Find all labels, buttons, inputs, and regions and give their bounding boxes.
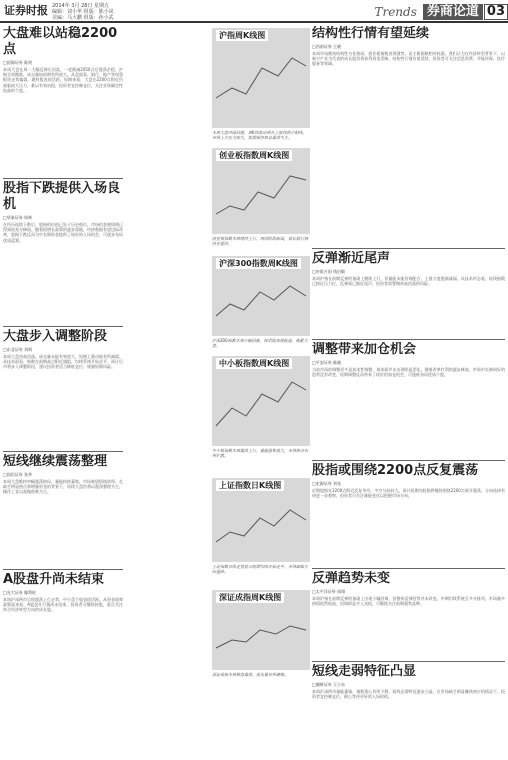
article (3, 26, 123, 176)
section-title-en: Trends (374, 5, 417, 19)
chart-title: 沪深300指数周K线图 (216, 258, 301, 269)
chart-figure (212, 356, 310, 446)
article-title: 调整带来加仓机会 (312, 342, 417, 357)
meta-line: 编辑：刘小华 组版：陈小凤 (52, 9, 114, 15)
article (3, 181, 123, 324)
article (312, 571, 505, 659)
article (3, 329, 123, 449)
article-title: 反弹渐近尾声 (312, 251, 391, 266)
chart-title: 创业板指数周K线图 (216, 150, 292, 161)
article-body: 近期股指在2200点附近反复争夺，多空分歧较大。预计短期内股指将继续围绕2200点展开震荡，方向选择有待进一步观察，投资者可关注量能变化以把握市场方向。 (312, 488, 505, 499)
divider (3, 451, 123, 452)
divider (312, 339, 505, 340)
chart-graphic (212, 28, 310, 128)
chart-graphic (212, 356, 310, 446)
article-byline: □华泰证券 周林 (3, 215, 33, 220)
article-body: 本周大盘冲高回落，成交量未能有效放大，短期上涨动能有所减弱。从技术面看，指数在前期高点附近遇阻，均线系统开始走平，预计后市将步入调整阶段，建议投资者适当降低仓位，规避短期风险。 (3, 354, 123, 370)
article (312, 664, 505, 760)
article-body: 本周大盘维持窄幅震荡格局，量能持续萎缩，市场观望情绪浓厚。在缺乏明显热点和增量资金的背景下，短线大盘仍将以震荡整理为主，操作上宜以高抛低吸为主。 (3, 479, 123, 495)
chart-title: 中小板指数周K线图 (216, 358, 292, 369)
article (312, 251, 505, 337)
article-byline: □申银万国 钱启敏 (312, 269, 346, 274)
divider (3, 178, 123, 179)
article-title: 大盘难以站稳2200点 (3, 26, 118, 57)
chart-title: 上证指数日K线图 (216, 480, 284, 491)
divider (312, 661, 505, 662)
article-byline: □宏源证券 刘亮 (312, 481, 342, 486)
article-title: 股指或围绕2200点反复震荡 (312, 463, 479, 478)
article (312, 26, 505, 246)
article-byline: □太平洋证券 周翔 (312, 589, 346, 594)
article (312, 463, 505, 566)
article-byline: □光大证券 滕利柱 (3, 590, 37, 595)
chart-caption: 上证指数日线走势显示短期均线开始走平，市场面临方向选择。 (212, 564, 308, 574)
article-body: 本周市场维持结构性分化格局，创业板指数表现强势，而主板指数相对较弱。我们认为在经济转型背景下，以新兴产业为代表的成长股仍将获得资金青睐，结构性行情有望延续，投资者可关注信息消费、节能环保、医疗服务等领域。 (312, 51, 505, 67)
column-right (312, 26, 505, 760)
article-title: 结构性行情有望延续 (312, 26, 430, 41)
chart-figure (212, 148, 310, 234)
article (3, 572, 123, 698)
meta-line: 2014年 3月 28日 星期五 (52, 3, 110, 9)
paper-name: 证券时报 (4, 4, 48, 17)
chart-title: 深证成指周K线图 (216, 592, 284, 603)
divider (312, 568, 505, 569)
chart-figure (212, 28, 310, 128)
divider (3, 326, 123, 327)
article-title: 大盘步入调整阶段 (3, 329, 108, 344)
chart-caption: 沪深300指数本周小幅回落，权重股表现低迷，拖累大盘。 (212, 338, 308, 348)
chart-caption: 本周大盘冲高回落，周K线收出带长上影线的小阳线，市场上方压力较大，短期或仍将以震荡为主。 (212, 130, 307, 140)
article-body: 本周大盘在周一大幅反弹后回落，一度跌破2050点后震荡企稳，沪指全周微涨，成交量较前期有所放大。从盘面看，银行、地产等权重板块走势偏弱，题材股表现活跃。短期来看，大盘在2200点附近仍面临较大压力，难以有效站稳，投资者宜控制仓位，关注业绩确定性较高的个股。 (3, 67, 123, 93)
article-byline: □国海证券 陈剑 (3, 60, 33, 65)
article-body: 当前市场的调整更多是技术性调整，基本面并未出现明显恶化。随着改革红利的逐步释放，市场中长期向好的趋势没有改变，短期调整反而带来了较好的加仓机会，可逢低布局优质个股。 (312, 367, 505, 378)
column-left (3, 26, 123, 698)
chart-caption: 深证成指本周横盘震荡，成交量有所萎缩。 (212, 672, 288, 677)
article-body: 本周沪指在前期反弹的基础上继续上行，但量能未能有效配合，上涨力度逐渐减弱。从技术形态看，短线指数已接近压力位，反弹或已渐近尾声，投资者需警惕冲高回落的风险。 (312, 276, 505, 287)
article-byline: □国信证券 张华 (3, 472, 33, 477)
chart-figure (212, 256, 310, 336)
page-number: 03 (484, 4, 508, 20)
chart-caption: 创业板指数本周继续上行，再创阶段新高，成长股行情仍在延续。 (212, 236, 308, 246)
chart-figure (212, 478, 310, 562)
article-body: 本周沪深两市呈现震荡上行走势，中小盘个股表现活跃。从资金面和政策面来看，A股盘升行情尚未结束，投资者可继续持股，重点关注符合经济转型方向的成长股。 (3, 597, 123, 613)
article-title: 短线走弱特征凸显 (312, 664, 417, 679)
masthead-meta (52, 3, 114, 21)
article-byline: □东北证券 刘明 (3, 347, 33, 352)
chart-caption: 中小板指数本周震荡上行，量能温和放大，市场热点有所扩散。 (212, 448, 308, 458)
article (312, 342, 505, 458)
article-body: 本周沪深两市量能萎缩，指数重心有所下移，短线走弱特征逐步凸显。在市场缺乏明显赚钱效应的情况下，投资者宜控制仓位，耐心等待更好的入场时机。 (312, 689, 505, 700)
article-title: 反弹趋势未变 (312, 571, 391, 586)
article-byline: □平安证券 陈晓 (312, 360, 342, 365)
article-body: 本周沪指在前期反弹的基础上出现小幅回调，但整体反弹趋势并未改变。中期均线系统呈多头排列，市场做多热情依然较高，回调即是介入良机，可继续关注前期强势品种。 (312, 596, 505, 607)
divider (3, 569, 123, 570)
article-title: 短线继续震荡整理 (3, 454, 108, 469)
section-header (374, 4, 508, 20)
article-title: A股盘升尚未结束 (3, 572, 105, 587)
divider (312, 248, 505, 249)
chart-title: 沪指周K线图 (216, 30, 268, 41)
article (3, 454, 123, 567)
chart-figure (212, 590, 310, 670)
article-title: 股指下跌提供入场良机 (3, 181, 121, 212)
article-byline: □西南证券 王晓 (312, 44, 342, 49)
divider (312, 460, 505, 461)
article-byline: □湘财证券 王小东 (312, 682, 346, 687)
section-title-cn: 券商论道 (423, 4, 483, 20)
article-body: 在经历连续下跌后，股指的估值已处于历史低位，市场的悲观情绪已得到较充分释放。随着稳增长政策的逐步落地，经济数据有望边际改善，股指下跌反而为中长期资金提供了较好的入场机会，可逐步布局优质蓝筹。 (3, 222, 123, 243)
header-rule (0, 21, 508, 23)
meta-line: 美编：马大鹏 组版：孙小武 (52, 15, 114, 21)
